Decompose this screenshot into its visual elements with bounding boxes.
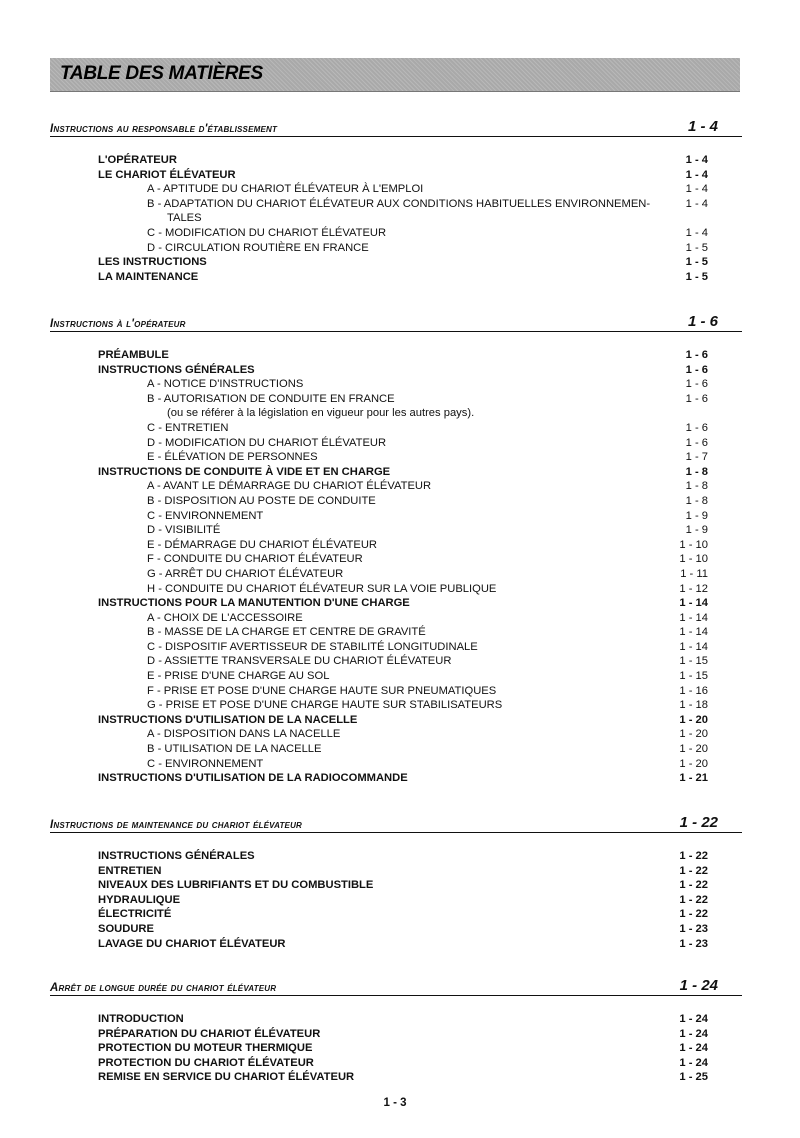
entry-page: 1 - 20 <box>679 728 708 741</box>
entry-label: LE CHARIOT ÉLÉVATEUR <box>98 168 236 181</box>
entry-label: B - MASSE DE LA CHARGE ET CENTRE DE GRAVITÉ <box>147 626 426 639</box>
toc-subentry[interactable] <box>50 567 742 582</box>
page-title: TABLE DES MATIÈRES <box>60 63 263 84</box>
page-number: 1 - 3 <box>383 1097 407 1109</box>
entry-page: 1 - 6 <box>685 436 708 449</box>
toc-subentry[interactable] <box>50 552 742 567</box>
entry-page: 1 - 24 <box>679 1042 708 1055</box>
toc-subentry[interactable] <box>50 392 742 407</box>
entry-label: G - ARRÊT DU CHARIOT ÉLÉVATEUR <box>147 567 344 580</box>
entry-label: INSTRUCTIONS D'UTILISATION DE LA RADIOCOMMANDE <box>98 772 408 785</box>
entry-page: 1 - 21 <box>679 772 708 785</box>
toc-subentry[interactable] <box>50 182 742 197</box>
toc-section <box>50 313 742 786</box>
toc-subentry[interactable] <box>50 684 742 699</box>
entry-label: PRÉAMBULE <box>98 349 169 361</box>
toc-entry[interactable] <box>50 270 742 285</box>
toc-subentry[interactable] <box>50 640 742 655</box>
entry-page: 1 - 22 <box>679 893 708 906</box>
toc-subentry[interactable] <box>50 494 742 509</box>
entry-label: REMISE EN SERVICE DU CHARIOT ÉLÉVATEUR <box>98 1071 355 1084</box>
toc-subentry[interactable] <box>50 625 742 640</box>
entry-page: 1 - 5 <box>685 241 708 254</box>
toc-entry[interactable] <box>50 168 742 183</box>
entry-page: 1 - 22 <box>679 864 708 877</box>
entry-label: ÉLECTRICITÉ <box>98 908 172 921</box>
entry-label: A - NOTICE D'INSTRUCTIONS <box>147 378 304 391</box>
toc-entry[interactable] <box>50 1070 742 1085</box>
entry-label: C - DISPOSITIF AVERTISSEUR DE STABILITÉ LONGITUDINALE <box>147 640 478 653</box>
entry-page: 1 - 20 <box>679 713 708 726</box>
entry-page: 1 - 6 <box>685 421 708 434</box>
entry-page: 1 - 4 <box>685 226 708 239</box>
section-heading <box>50 118 742 137</box>
entry-label: F - PRISE ET POSE D'UNE CHARGE HAUTE SUR PNEUMATIQUES <box>147 684 497 697</box>
entry-label: LES INSTRUCTIONS <box>98 256 207 269</box>
entry-label: E - ÉLÉVATION DE PERSONNES <box>147 451 318 464</box>
toc-entry[interactable] <box>50 1056 742 1071</box>
toc-entry[interactable] <box>50 713 742 728</box>
entry-page: 1 - 6 <box>685 363 708 376</box>
toc-subentry[interactable] <box>50 421 742 436</box>
toc-subentry[interactable] <box>50 669 742 684</box>
entry-label: LA MAINTENANCE <box>98 270 199 283</box>
section-heading <box>50 814 742 833</box>
toc-subentry[interactable] <box>50 211 742 226</box>
toc-subentry[interactable] <box>50 450 742 465</box>
entry-label: INTRODUCTION <box>98 1013 184 1025</box>
toc-subentry[interactable] <box>50 377 742 392</box>
toc-subentry[interactable] <box>50 197 742 212</box>
entry-page: 1 - 14 <box>679 640 708 653</box>
entry-label: L'OPÉRATEUR <box>98 154 177 166</box>
entry-page: 1 - 9 <box>685 524 708 537</box>
entry-page: 1 - 15 <box>679 655 708 668</box>
section-title: Instructions au responsable d'établissement <box>50 123 278 135</box>
entry-page: 1 - 10 <box>679 538 708 551</box>
entry-label: A - DISPOSITION DANS LA NACELLE <box>147 728 341 741</box>
entry-label: C - ENTRETIEN <box>147 421 229 434</box>
toc-entry-list <box>50 1012 742 1085</box>
entry-label: NIVEAUX DES LUBRIFIANTS ET DU COMBUSTIBLE <box>98 879 374 892</box>
toc-section <box>50 977 742 1085</box>
toc-entry[interactable] <box>50 465 742 480</box>
entry-label: HYDRAULIQUE <box>98 893 181 906</box>
toc-subentry[interactable] <box>50 742 742 757</box>
entry-label: E - PRISE D'UNE CHARGE AU SOL <box>147 670 330 683</box>
entry-label: D - VISIBILITÉ <box>147 524 221 537</box>
entry-page: 1 - 8 <box>685 480 708 493</box>
entry-page: 1 - 4 <box>685 168 708 181</box>
entry-label: D - MODIFICATION DU CHARIOT ÉLÉVATEUR <box>147 436 387 449</box>
toc-subentry[interactable] <box>50 698 742 713</box>
toc-section <box>50 118 742 284</box>
toc-entry[interactable] <box>50 922 742 937</box>
entry-page: 1 - 4 <box>685 197 708 210</box>
toc-subentry[interactable] <box>50 509 742 524</box>
entry-label: TALES <box>167 212 202 225</box>
entry-page: 1 - 22 <box>679 908 708 921</box>
toc-entry[interactable] <box>50 348 742 363</box>
toc-entry[interactable] <box>50 596 742 611</box>
entry-page: 1 - 4 <box>685 154 708 166</box>
entry-label: C - ENVIRONNEMENT <box>147 509 264 522</box>
title-banner <box>50 58 740 92</box>
entry-label: PRÉPARATION DU CHARIOT ÉLÉVATEUR <box>98 1027 321 1040</box>
entry-label: E - DÉMARRAGE DU CHARIOT ÉLÉVATEUR <box>147 538 377 551</box>
entry-page: 1 - 14 <box>679 626 708 639</box>
entry-page: 1 - 7 <box>685 451 708 464</box>
toc-subentry[interactable] <box>50 757 742 772</box>
entry-label: SOUDURE <box>98 922 154 935</box>
toc-entry[interactable] <box>50 255 742 270</box>
entry-label: D - ASSIETTE TRANSVERSALE DU CHARIOT ÉLÉVATEUR <box>147 655 452 668</box>
toc-entry[interactable] <box>50 1027 742 1042</box>
toc-subentry[interactable] <box>50 727 742 742</box>
toc-subentry[interactable] <box>50 406 742 421</box>
toc-entry-list <box>50 348 742 786</box>
entry-page: 1 - 12 <box>679 582 708 595</box>
entry-label: B - AUTORISATION DE CONDUITE EN FRANCE <box>147 392 395 405</box>
toc-subentry[interactable] <box>50 436 742 451</box>
entry-label: C - ENVIRONNEMENT <box>147 757 264 770</box>
entry-label: A - CHOIX DE L'ACCESSOIRE <box>147 611 303 624</box>
entry-label: H - CONDUITE DU CHARIOT ÉLÉVATEUR SUR LA VOIE PUBLIQUE <box>147 582 497 595</box>
entry-page: 1 - 24 <box>679 1056 708 1069</box>
toc-entry-list <box>50 153 742 284</box>
toc-entry[interactable] <box>50 937 742 952</box>
section-title: Instructions de maintenance du chariot élévateur <box>50 819 303 831</box>
entry-page: 1 - 20 <box>679 743 708 756</box>
toc-subentry[interactable] <box>50 226 742 241</box>
section-heading <box>50 313 742 332</box>
toc-entry[interactable] <box>50 363 742 378</box>
toc-subentry[interactable] <box>50 523 742 538</box>
entry-page: 1 - 16 <box>679 684 708 697</box>
entry-page: 1 - 6 <box>685 392 708 405</box>
toc-entry[interactable] <box>50 1041 742 1056</box>
entry-label: PROTECTION DU MOTEUR THERMIQUE <box>98 1042 313 1055</box>
entry-label: A - AVANT LE DÉMARRAGE DU CHARIOT ÉLÉVATEUR <box>147 480 432 493</box>
entry-page: 1 - 25 <box>679 1071 708 1084</box>
entry-page: 1 - 4 <box>685 183 708 196</box>
entry-page: 1 - 9 <box>685 509 708 522</box>
toc-subentry[interactable] <box>50 611 742 626</box>
toc-entry[interactable] <box>50 153 742 168</box>
section-page-number: 1 - 4 <box>687 118 718 135</box>
entry-label: B - DISPOSITION AU POSTE DE CONDUITE <box>147 494 376 507</box>
entry-label: G - PRISE ET POSE D'UNE CHARGE HAUTE SUR STABILISATEURS <box>147 699 503 712</box>
entry-page: 1 - 10 <box>679 553 708 566</box>
toc-subentry[interactable] <box>50 479 742 494</box>
entry-page: 1 - 6 <box>685 378 708 391</box>
entry-page: 1 - 14 <box>679 597 708 610</box>
entry-label: B - ADAPTATION DU CHARIOT ÉLÉVATEUR AUX CONDITIONS HABITUELLES ENVIRONNEMEN- <box>147 197 651 210</box>
entry-page: 1 - 15 <box>679 670 708 683</box>
toc-subentry[interactable] <box>50 582 742 597</box>
toc-entry[interactable] <box>50 878 742 893</box>
toc-section <box>50 814 742 951</box>
entry-page: 1 - 6 <box>685 349 708 361</box>
entry-label: INSTRUCTIONS GÉNÉRALES <box>98 363 255 376</box>
section-title: Arrêt de longue durée du chariot élévateur <box>50 982 277 994</box>
entry-page: 1 - 11 <box>680 567 708 580</box>
entry-label: PROTECTION DU CHARIOT ÉLÉVATEUR <box>98 1056 314 1069</box>
entry-label: LAVAGE DU CHARIOT ÉLÉVATEUR <box>98 937 286 950</box>
entry-label: INSTRUCTIONS D'UTILISATION DE LA NACELLE <box>98 713 358 726</box>
entry-label: F - CONDUITE DU CHARIOT ÉLÉVATEUR <box>147 553 363 566</box>
toc-entry[interactable] <box>50 893 742 908</box>
entry-page: 1 - 20 <box>679 757 708 770</box>
entry-page: 1 - 22 <box>679 850 708 862</box>
entry-label: D - CIRCULATION ROUTIÈRE EN FRANCE <box>147 241 369 254</box>
toc-entry[interactable] <box>50 849 742 864</box>
entry-label: (ou se référer à la législation en vigueur pour les autres pays). <box>167 407 475 420</box>
entry-page: 1 - 22 <box>679 879 708 892</box>
toc-entry[interactable] <box>50 907 742 922</box>
toc-subentry[interactable] <box>50 654 742 669</box>
entry-label: INSTRUCTIONS DE CONDUITE À VIDE ET EN CHARGE <box>98 465 391 478</box>
toc-entry[interactable] <box>50 1012 742 1027</box>
section-page-number: 1 - 6 <box>687 313 718 330</box>
entry-page: 1 - 8 <box>685 494 708 507</box>
toc-subentry[interactable] <box>50 538 742 553</box>
section-title: Instructions à l'opérateur <box>50 318 186 330</box>
toc-entry-list <box>50 849 742 951</box>
entry-label: INSTRUCTIONS POUR LA MANUTENTION D'UNE CHARGE <box>98 597 410 610</box>
toc-entry[interactable] <box>50 771 742 786</box>
section-page-number: 1 - 22 <box>679 814 718 831</box>
entry-page: 1 - 24 <box>679 1013 708 1025</box>
toc-entry[interactable] <box>50 864 742 879</box>
entry-label: INSTRUCTIONS GÉNÉRALES <box>98 850 255 862</box>
entry-page: 1 - 23 <box>679 922 708 935</box>
entry-label: A - APTITUDE DU CHARIOT ÉLÉVATEUR À L'EMPLOI <box>147 183 424 196</box>
entry-page: 1 - 8 <box>685 465 708 478</box>
entry-page: 1 - 5 <box>685 256 708 269</box>
entry-page: 1 - 23 <box>679 937 708 950</box>
entry-page: 1 - 5 <box>685 270 708 283</box>
entry-label: C - MODIFICATION DU CHARIOT ÉLÉVATEUR <box>147 226 387 239</box>
entry-label: ENTRETIEN <box>98 864 162 877</box>
section-page-number: 1 - 24 <box>679 977 718 994</box>
entry-page: 1 - 14 <box>679 611 708 624</box>
entry-page: 1 - 18 <box>679 699 708 712</box>
entry-page: 1 - 24 <box>679 1027 708 1040</box>
entry-label: B - UTILISATION DE LA NACELLE <box>147 743 322 756</box>
section-heading <box>50 977 742 996</box>
toc-subentry[interactable] <box>50 241 742 256</box>
